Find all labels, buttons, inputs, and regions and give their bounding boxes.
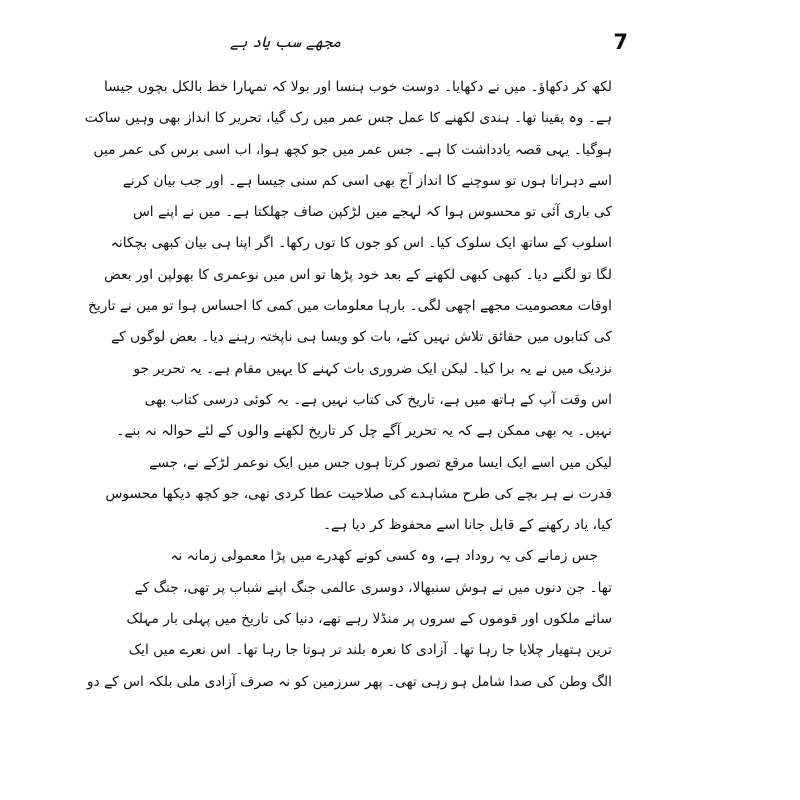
text-line: اسلوب کے ساتھ ایک سلوک کیا۔ اس کو جوں کا توں رکھا۔ اگر اپنا ہی بیان کبھی بچکانہ xyxy=(110,235,612,252)
text-line: لیکن میں اسے ایک ایسا مرقع تصور کرتا ہوں جس میں ایک نوعمر لڑکے نے، جسے xyxy=(149,454,612,471)
text-line: کی باری آئی تو محسوس ہوا کہ لہجے میں لڑکپن صاف جھلکتا ہے۔ میں نے اپنے اس xyxy=(132,204,612,221)
text-line: نہیں۔ یہ بھی ممکن ہے کہ یہ تحریر آگے چل کر تاریخ لکھنے والوں کے لئے حوالہ نہ بنے۔ xyxy=(116,423,612,440)
text-line: ہوگیا۔ یہی قصہ یادداشت کا ہے۔ جس عمر میں جو کچھ ہوا، اب اسی برس کی عمر میں xyxy=(93,141,612,158)
text-line: کی کتابوں میں حقائق تلاش نہیں کئے، بات کو ویسا ہی ناپختہ رہنے دیا۔ بعض لوگوں کے xyxy=(111,329,612,346)
text-line: الگ وطن کی صدا شامل ہو رہی تھی۔ پھر سرزمین کو نہ صرف آزادی ملی بلکہ اس کے دو xyxy=(86,673,612,690)
text-line: کیا، یاد رکھنے کے قابل جانا اسے محفوظ کر دیا ہے۔ xyxy=(322,517,612,534)
text-line: قدرت نے ہر بچے کی طرح مشاہدے کی صلاحیت عطا کردی تھی، جو کچھ دیکھا محسوس xyxy=(105,485,612,502)
page-number: 7 xyxy=(613,30,628,54)
page-header xyxy=(230,22,628,62)
text-line: تھا۔ جن دنوں میں نے ہوش سنبھالا، دوسری عالمی جنگ اپنے شباب پر تھی، جنگ کے xyxy=(134,579,612,596)
text-line: لگا تو لگنے دیا۔ کبھی کبھی لکھنے کے بعد خود پڑھا تو اس میں نوعمری کا بھولپن اور بعض xyxy=(104,266,612,283)
text-line: ترین ہتھیار چلایا جا رہا تھا۔ آزادی کا نعرہ بلند تر ہوتا جا رہا تھا۔ اس نعرے میں ایک xyxy=(128,642,612,659)
body-text xyxy=(84,72,612,698)
text-line: لکھ کر دکھاؤ۔ میں نے دکھایا۔ دوست خوب ہنسا اور بولا کہ تمہارا خط بالکل بچوں جیسا xyxy=(103,79,612,95)
text-line: جس زمانے کی یہ روداد ہے، وہ کسی کونے کھدرے میں پڑا معمولی زمانہ نہ xyxy=(170,548,598,565)
text-line: اس وقت آپ کے ہاتھ میں ہے، تاریخ کی کتاب نہیں ہے۔ یہ کوئی درسی کتاب بھی xyxy=(144,391,612,408)
text-line: نزدیک میں نے یہ برا کیا۔ لیکن ایک ضروری بات کہنے کا یہیں مقام ہے۔ یہ تحریر جو xyxy=(133,360,612,377)
text-line: ہے۔ وہ یقینا تھا۔ ہندی لکھنے کا عمل جس عمر میں رک گیا، تحریر کا انداز بھی وہیں ساکت xyxy=(84,110,612,127)
text-line: اسے دہراتا ہوں تو سوچنے کا انداز آج بھی اسی کم سنی جیسا ہے۔ اور جب بیان کرنے xyxy=(122,172,612,189)
text-line: سائے ملکوں اور قوموں کے سروں پر منڈلا رہے تھے، دنیا کی تاریخ میں پہلی بار مہلک xyxy=(126,611,612,628)
running-title: مجھے سب یاد ہے xyxy=(230,33,341,51)
text-line: اوقات معصومیت مجھے اچھی لگی۔ بارہا معلومات میں کمی کا احساس ہوا تو میں نے تاریخ xyxy=(87,298,612,315)
